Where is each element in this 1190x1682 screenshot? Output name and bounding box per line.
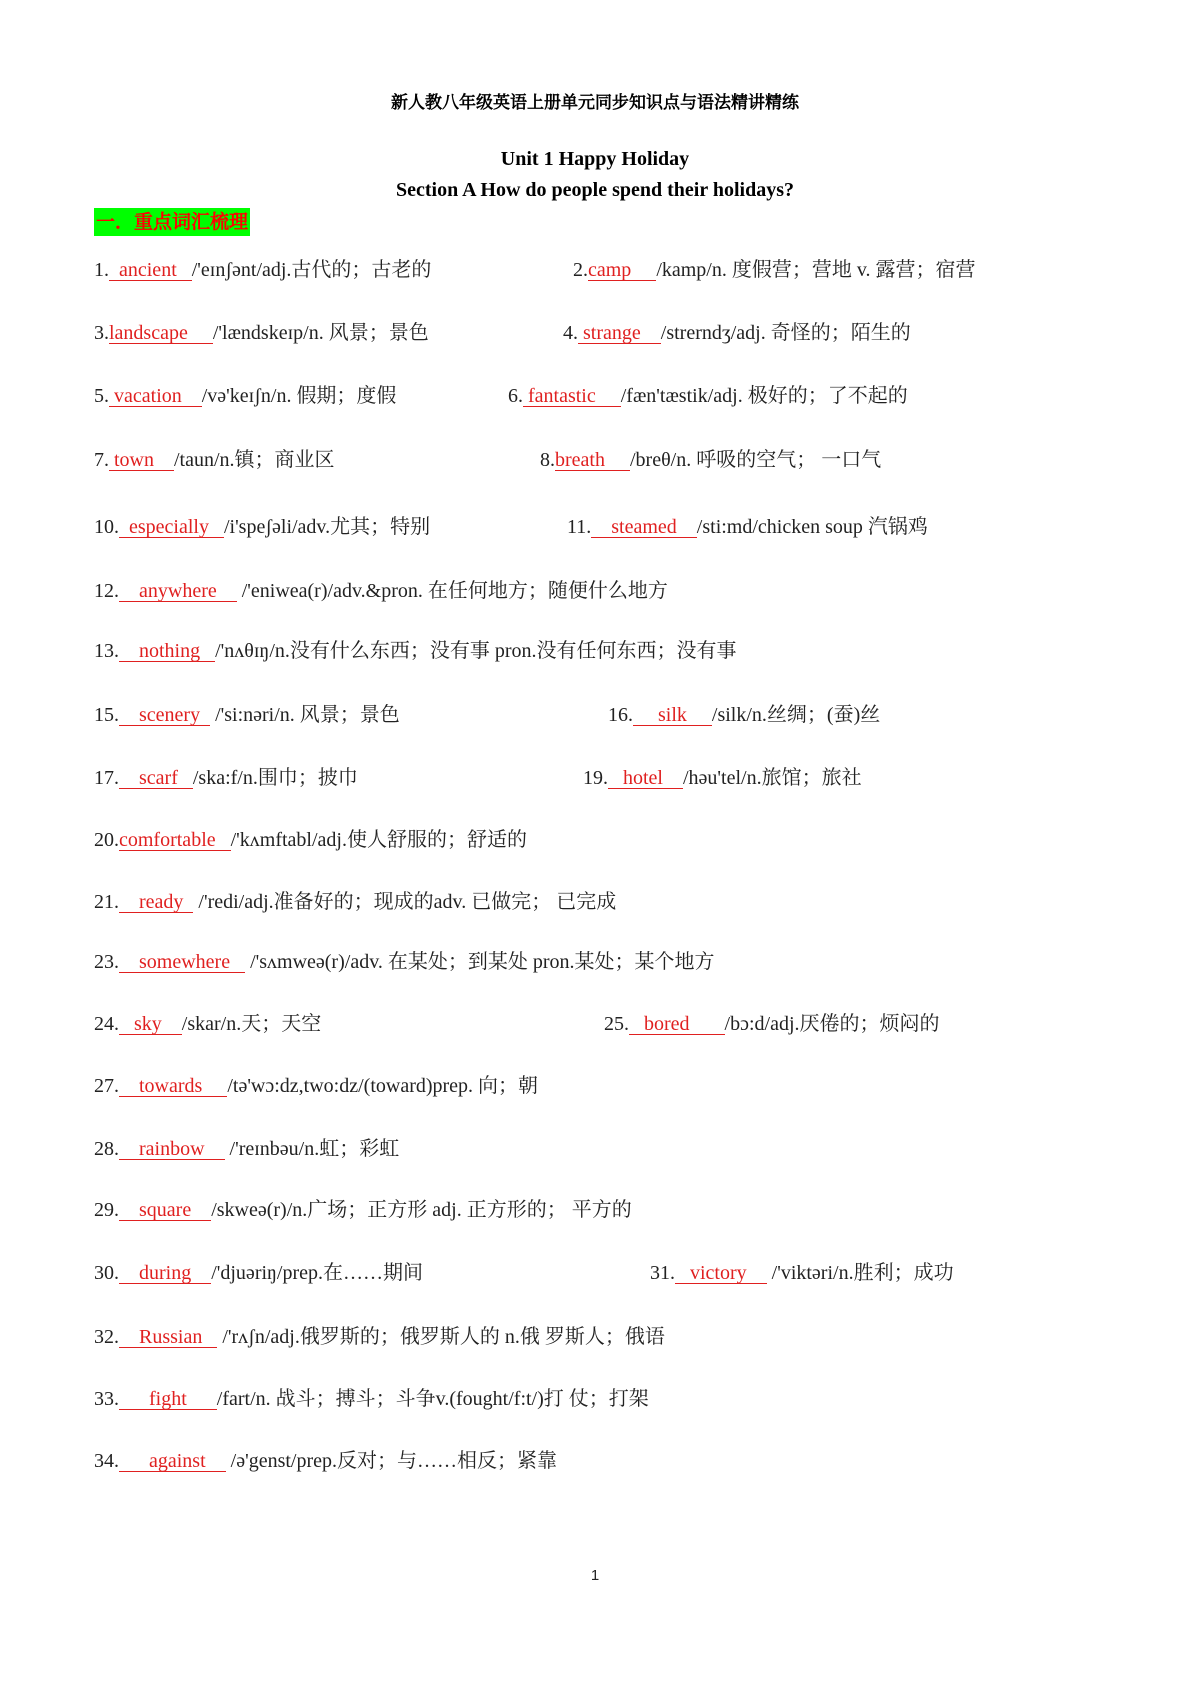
entry-number: 15. — [94, 704, 119, 726]
answer-word: fantastic — [528, 385, 596, 407]
vocab-entry — [94, 890, 616, 914]
answer-word: fight — [149, 1388, 187, 1410]
answer-blank — [588, 260, 656, 281]
blank-padding — [119, 1076, 139, 1096]
answer-word: especially — [129, 516, 209, 538]
vocab-entry — [567, 515, 928, 539]
blank-padding — [119, 1139, 139, 1159]
entry-definition: /'sʌmweə(r)/adv. 在某处；到某处 pron.某处；某个地方 — [245, 951, 715, 973]
blank-padding — [633, 705, 658, 725]
vocab-entry — [94, 828, 527, 852]
answer-blank — [119, 1389, 217, 1410]
page-number: 1 — [590, 1567, 600, 1584]
answer-blank — [555, 450, 630, 471]
blank-padding — [119, 1014, 134, 1034]
blank-padding — [631, 260, 656, 280]
entry-definition: /'reɪnbəu/n.虹；彩虹 — [224, 1138, 400, 1160]
entry-number: 20. — [94, 829, 119, 851]
answer-word: strange — [583, 322, 641, 344]
entry-definition: /fart/n. 战斗；搏斗；斗争v.(fought/f:t/)打 仗；打架 — [216, 1388, 649, 1410]
vocab-entry — [94, 1198, 632, 1222]
blank-padding — [182, 386, 202, 406]
entry-number: 12. — [94, 580, 119, 602]
entry-number: 27. — [94, 1075, 119, 1097]
vocab-entry — [94, 1449, 557, 1473]
answer-word: landscape — [109, 322, 188, 344]
blank-padding — [596, 386, 621, 406]
blank-padding — [191, 1200, 211, 1220]
blank-padding — [202, 1327, 217, 1347]
blank-padding — [188, 323, 213, 343]
answer-blank — [109, 260, 192, 281]
answer-word: during — [139, 1262, 192, 1284]
blank-padding — [202, 1076, 227, 1096]
entry-number: 8. — [540, 449, 555, 471]
blank-padding — [690, 1014, 725, 1034]
answer-blank — [523, 386, 621, 407]
entry-definition: /ska:f/n.围巾；披巾 — [192, 767, 358, 789]
blank-padding — [677, 517, 697, 537]
blank-padding — [663, 768, 683, 788]
entry-definition: /'eɪnʃənt/adj.古代的；古老的 — [191, 259, 432, 281]
answer-blank — [119, 705, 210, 726]
entry-definition: /fæn'tæstik/adj. 极好的；了不起的 — [620, 385, 908, 407]
answer-blank — [119, 830, 231, 851]
answer-word: sky — [134, 1013, 162, 1035]
blank-padding — [191, 1263, 211, 1283]
answer-word: somewhere — [139, 951, 231, 973]
blank-padding — [205, 1139, 225, 1159]
entry-definition: /silk/n.丝绸；(蚕)丝 — [711, 704, 881, 726]
entry-definition: /breθ/n. 呼吸的空气； 一口气 — [629, 449, 882, 471]
answer-blank — [629, 1014, 725, 1035]
entry-definition: /taun/n.镇；商业区 — [174, 449, 335, 471]
vocab-entry — [94, 384, 396, 408]
answer-word: towards — [139, 1075, 203, 1097]
blank-padding — [747, 1263, 767, 1283]
entry-number: 11. — [567, 516, 592, 538]
vocab-entry — [94, 1137, 399, 1161]
blank-padding — [591, 517, 611, 537]
answer-word: anywhere — [139, 580, 217, 602]
answer-word: scarf — [139, 767, 178, 789]
entry-definition: /həu'tel/n.旅馆；旅社 — [683, 767, 862, 789]
answer-word: breath — [555, 449, 605, 471]
vocab-entry — [94, 515, 430, 539]
entry-definition: /tə'wɔ:dz,two:dz/(toward)prep. 向；朝 — [227, 1075, 539, 1097]
vocab-entry — [540, 448, 881, 472]
answer-word: vacation — [114, 385, 182, 407]
vocab-entry — [650, 1261, 954, 1285]
vocab-entry — [573, 258, 976, 282]
entry-definition: /'djuəriŋ/prep.在……期间 — [211, 1262, 424, 1284]
blank-padding — [119, 641, 139, 661]
entry-number: 17. — [94, 767, 119, 789]
entry-number: 10. — [94, 516, 119, 538]
entry-number: 32. — [94, 1326, 119, 1348]
vocab-entry — [94, 639, 737, 663]
entry-number: 33. — [94, 1388, 119, 1410]
entry-definition: /'rʌʃn/adj.俄罗斯的；俄罗斯人的 n.俄 罗斯人；俄语 — [217, 1326, 665, 1348]
vocab-entry — [94, 448, 335, 472]
answer-blank — [119, 1200, 211, 1221]
blank-padding — [217, 581, 237, 601]
vocab-entry — [563, 321, 911, 345]
entry-number: 2. — [573, 259, 588, 281]
vocab-entry — [508, 384, 908, 408]
answer-blank — [119, 768, 193, 789]
entry-definition: /skar/n.天；天空 — [181, 1013, 322, 1035]
answer-word: rainbow — [139, 1138, 205, 1160]
entry-definition: /sti:md/chicken soup 汽锅鸡 — [696, 516, 928, 538]
entry-definition: /'si:nəri/n. 风景；景色 — [210, 704, 400, 726]
entry-number: 23. — [94, 951, 119, 973]
entry-number: 31. — [650, 1262, 675, 1284]
answer-blank — [119, 641, 215, 662]
entry-definition: /'nʌθɪŋ/n.没有什么东西；没有事 pron.没有任何东西；没有事 — [215, 640, 737, 662]
answer-word: ancient — [119, 259, 177, 281]
blank-padding — [183, 892, 193, 912]
answer-word: steamed — [611, 516, 677, 538]
entry-definition: /'redi/adj.准备好的；现成的adv. 已做完； 已完成 — [193, 891, 617, 913]
entry-number: 1. — [94, 259, 109, 281]
blank-padding — [178, 768, 193, 788]
answer-blank — [109, 386, 202, 407]
blank-padding — [200, 705, 210, 725]
blank-padding — [119, 517, 129, 537]
entry-number: 3. — [94, 322, 109, 344]
blank-padding — [119, 1200, 139, 1220]
unit-title: Unit 1 Happy Holiday — [500, 148, 690, 170]
answer-blank — [578, 323, 661, 344]
entry-definition: /i'speʃəli/adv.尤其；特别 — [223, 516, 431, 538]
entry-number: 4. — [563, 322, 578, 344]
answer-blank — [119, 1451, 226, 1472]
blank-padding — [206, 1451, 226, 1471]
answer-blank — [109, 323, 213, 344]
blank-padding — [608, 768, 623, 788]
blank-padding — [119, 1263, 139, 1283]
entry-definition: /'lændskeɪp/n. 风景；景色 — [212, 322, 429, 344]
entry-number: 19. — [583, 767, 608, 789]
answer-word: ready — [139, 891, 184, 913]
blank-padding — [119, 1327, 139, 1347]
blank-padding — [119, 1389, 149, 1409]
answer-word: square — [139, 1199, 192, 1221]
blank-padding — [119, 581, 139, 601]
entry-definition: /bɔ:d/adj.厌倦的；烦闷的 — [724, 1013, 940, 1035]
vocab-entry — [94, 1074, 538, 1098]
blank-padding — [119, 768, 139, 788]
entry-number: 13. — [94, 640, 119, 662]
entry-number: 30. — [94, 1262, 119, 1284]
answer-blank — [608, 768, 683, 789]
vocab-entry — [94, 579, 668, 603]
answer-blank — [119, 952, 245, 973]
answer-word: Russian — [139, 1326, 203, 1348]
entry-number: 28. — [94, 1138, 119, 1160]
vocab-entry — [94, 766, 358, 790]
entry-number: 25. — [604, 1013, 629, 1035]
blank-padding — [119, 705, 139, 725]
section-title: Section A How do people spend their holidays? — [395, 179, 795, 201]
answer-blank — [119, 581, 237, 602]
answer-blank — [119, 1263, 211, 1284]
answer-word: silk — [658, 704, 687, 726]
answer-blank — [119, 1076, 227, 1097]
answer-word: camp — [588, 259, 632, 281]
vocab-entry — [94, 1387, 649, 1411]
entry-number: 6. — [508, 385, 523, 407]
vocab-heading: 一．重点词汇梳理 — [94, 208, 250, 236]
vocab-entry — [94, 950, 715, 974]
answer-blank — [119, 1014, 182, 1035]
blank-padding — [687, 705, 712, 725]
blank-padding — [216, 830, 231, 850]
blank-padding — [154, 450, 174, 470]
entry-definition: /ə'genst/prep.反对；与……相反；紧靠 — [225, 1450, 558, 1472]
answer-blank — [633, 705, 712, 726]
answer-word: bored — [644, 1013, 690, 1035]
entry-definition: /'kʌmftabl/adj.使人舒服的；舒适的 — [230, 829, 527, 851]
blank-padding — [629, 1014, 644, 1034]
answer-blank — [591, 517, 697, 538]
vocab-entry — [604, 1012, 940, 1036]
blank-padding — [641, 323, 661, 343]
blank-padding — [675, 1263, 690, 1283]
document-title: 新人教八年级英语上册单元同步知识点与语法精讲精练 — [391, 93, 799, 113]
answer-blank — [119, 1139, 225, 1160]
blank-padding — [119, 952, 139, 972]
blank-padding — [109, 260, 119, 280]
entry-number: 34. — [94, 1450, 119, 1472]
answer-word: against — [149, 1450, 206, 1472]
vocab-entry — [583, 766, 862, 790]
entry-definition: /strerndʒ/adj. 奇怪的；陌生的 — [660, 322, 911, 344]
vocab-entry — [94, 1012, 321, 1036]
vocab-entry — [94, 1261, 423, 1285]
blank-padding — [162, 1014, 182, 1034]
blank-padding — [209, 517, 224, 537]
answer-word: town — [114, 449, 154, 471]
answer-word: victory — [690, 1262, 747, 1284]
entry-number: 21. — [94, 891, 119, 913]
vocab-entry — [94, 1325, 665, 1349]
entry-definition: /skweə(r)/n.广场；正方形 adj. 正方形的； 平方的 — [211, 1199, 632, 1221]
answer-word: comfortable — [119, 829, 216, 851]
blank-padding — [200, 641, 215, 661]
entry-definition: /kamp/n. 度假营；营地 v. 露营；宿营 — [656, 259, 976, 281]
answer-word: hotel — [623, 767, 663, 789]
vocab-entry — [94, 321, 429, 345]
blank-padding — [177, 260, 192, 280]
entry-number: 7. — [94, 449, 109, 471]
blank-padding — [119, 892, 139, 912]
blank-padding — [119, 1451, 149, 1471]
vocab-entry — [608, 703, 880, 727]
answer-blank — [109, 450, 174, 471]
entry-definition: /və'keɪʃn/n. 假期；度假 — [201, 385, 397, 407]
vocab-entry — [94, 258, 431, 282]
answer-blank — [119, 517, 224, 538]
blank-padding — [187, 1389, 217, 1409]
answer-word: scenery — [139, 704, 201, 726]
answer-blank — [119, 1327, 217, 1348]
entry-definition: /'eniwea(r)/adv.&pron. 在任何地方；随便什么地方 — [236, 580, 668, 602]
answer-blank — [119, 892, 193, 913]
entry-definition: /'viktəri/n.胜利；成功 — [766, 1262, 954, 1284]
vocab-entry — [94, 703, 400, 727]
entry-number: 16. — [608, 704, 633, 726]
answer-blank — [675, 1263, 767, 1284]
entry-number: 5. — [94, 385, 109, 407]
entry-number: 29. — [94, 1199, 119, 1221]
entry-number: 24. — [94, 1013, 119, 1035]
blank-padding — [230, 952, 245, 972]
answer-word: nothing — [139, 640, 201, 662]
blank-padding — [605, 450, 630, 470]
